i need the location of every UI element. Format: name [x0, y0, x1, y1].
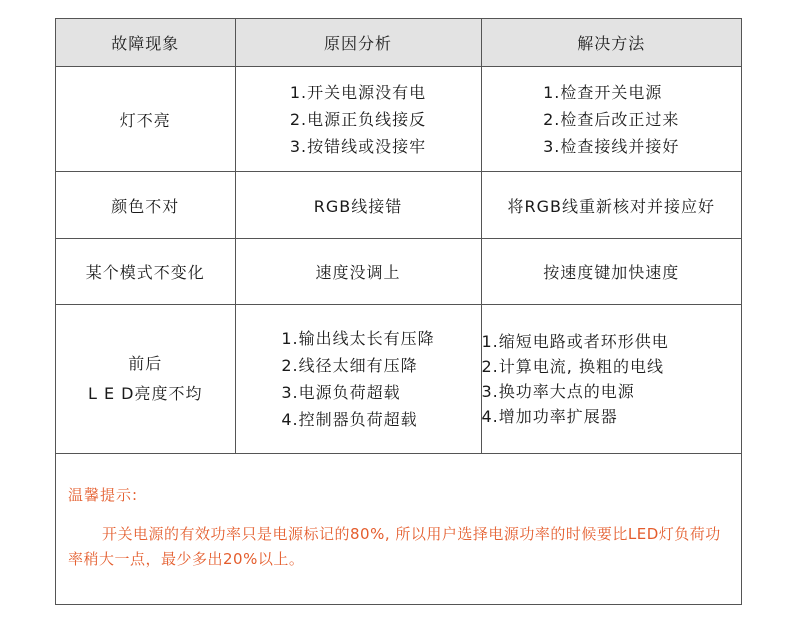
symptom-text: 前后 — [128, 354, 163, 373]
solution-item: 3.换功率大点的电源 — [481, 382, 635, 401]
symptom-cell — [56, 67, 235, 172]
symptom-text: 某个模式不变化 — [85, 263, 205, 282]
cause-item: RGB线接错 — [313, 196, 403, 216]
solution-item: 2.计算电流, 换粗的电线 — [481, 357, 664, 376]
solution-item: 2.检查后改正过来 — [543, 109, 680, 129]
solution-cell — [481, 67, 741, 172]
solution-item: 按速度键加快速度 — [543, 263, 680, 282]
cause-cell — [235, 172, 481, 239]
troubleshooting-table — [56, 19, 741, 454]
header-symptom: 故障现象 — [56, 19, 235, 67]
cause-item: 2.线径太细有压降 — [281, 356, 418, 375]
tips-title: 温馨提示: — [68, 486, 139, 504]
cause-cell — [235, 67, 481, 172]
header-cause: 原因分析 — [235, 19, 481, 67]
table-row — [56, 172, 741, 239]
solution-cell — [481, 305, 741, 454]
table-header-row — [56, 19, 741, 67]
cause-item: 速度没调上 — [315, 263, 401, 282]
symptom-cell — [56, 172, 235, 239]
solution-item: 1.缩短电路或者环形供电 — [481, 332, 669, 351]
cause-item: 3.按错线或没接牢 — [289, 136, 427, 156]
cause-cell — [235, 305, 481, 454]
troubleshooting-sheet — [55, 18, 742, 605]
solution-cell — [481, 172, 741, 239]
solution-cell — [481, 239, 741, 305]
cause-item: 2.电源正负线接反 — [289, 109, 427, 129]
cause-item: 1.输出线太长有压降 — [281, 329, 435, 348]
cause-item: 3.电源负荷超载 — [281, 383, 401, 402]
header-solution: 解决方法 — [481, 19, 741, 67]
table-row — [56, 239, 741, 305]
table-row — [56, 305, 741, 454]
symptom-text: L E D亮度不均 — [87, 384, 203, 403]
cause-item: 1.开关电源没有电 — [289, 82, 427, 102]
symptom-cell — [56, 305, 235, 454]
table-row — [56, 67, 741, 172]
symptom-text: 灯不亮 — [119, 110, 171, 130]
solution-item: 将RGB线重新核对并接应好 — [507, 196, 715, 216]
tips-body: 开关电源的有效功率只是电源标记的80%, 所以用户选择电源功率的时候要比LED灯负荷功率稍大一点，最少多出20%以上。 — [68, 525, 721, 568]
cause-item: 4.控制器负荷超载 — [281, 410, 418, 429]
symptom-cell — [56, 239, 235, 305]
solution-item: 1.检查开关电源 — [543, 82, 663, 102]
warm-tips — [68, 484, 728, 572]
symptom-text: 颜色不对 — [111, 196, 180, 216]
solution-item: 3.检查接线并接好 — [543, 136, 680, 156]
solution-item: 4.增加功率扩展器 — [481, 407, 618, 426]
cause-cell — [235, 239, 481, 305]
